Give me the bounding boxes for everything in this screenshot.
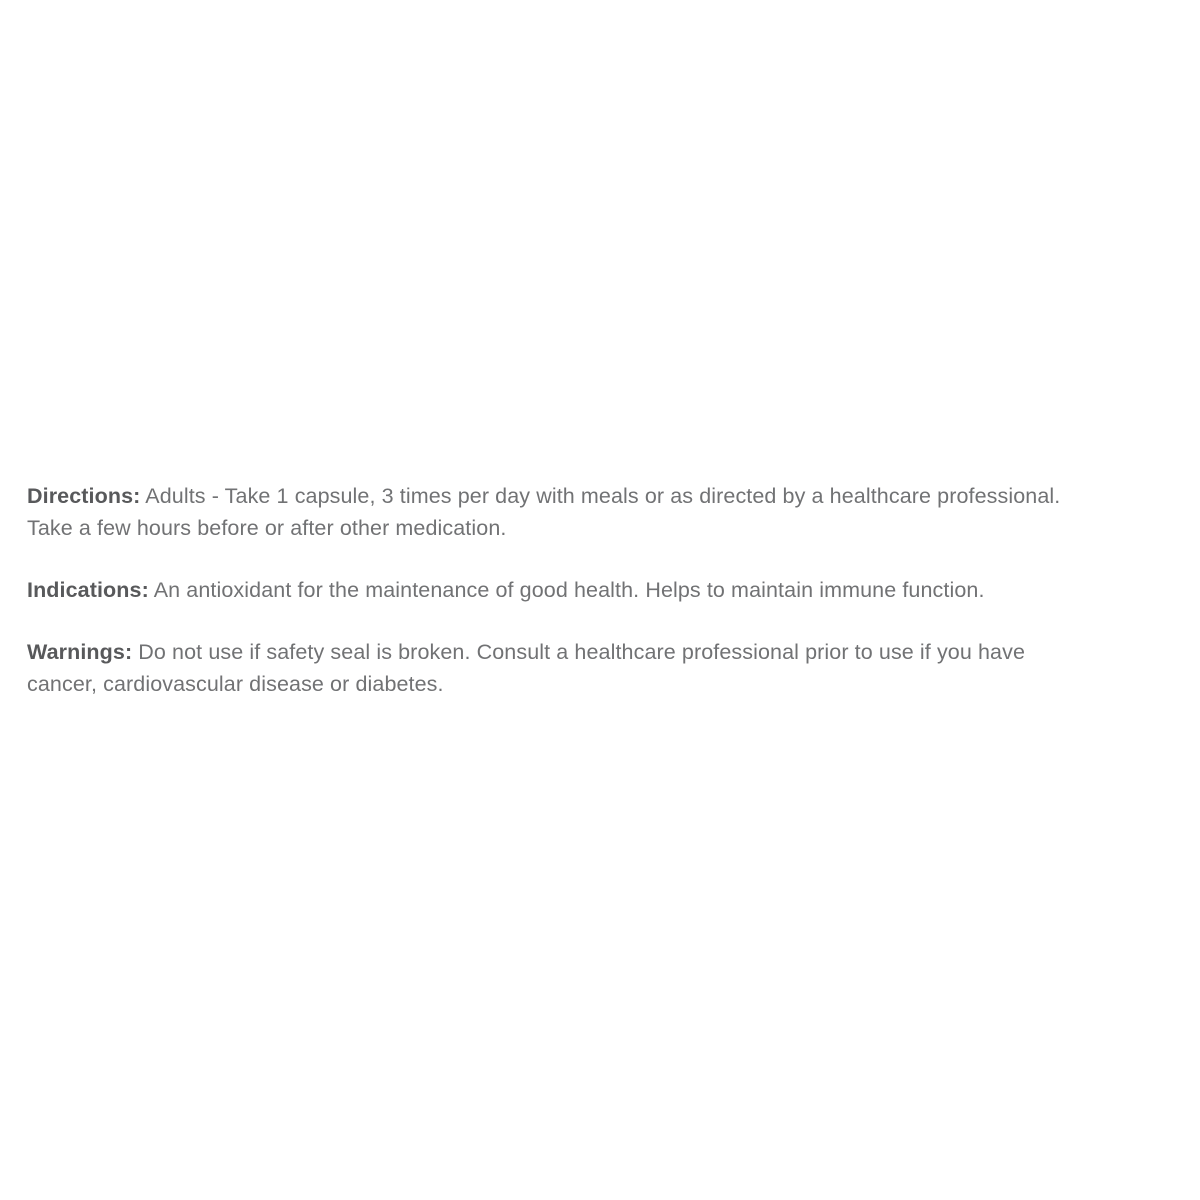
indications-label: Indications: xyxy=(27,578,149,602)
directions-label: Directions: xyxy=(27,484,141,508)
product-description-block xyxy=(27,480,1200,700)
directions-paragraph xyxy=(27,480,1200,544)
indications-paragraph xyxy=(27,574,1200,606)
warnings-text-line-2: cancer, cardiovascular disease or diabetes. xyxy=(27,672,444,696)
warnings-text-line-1: Do not use if safety seal is broken. Consult a healthcare professional prior to use if you have xyxy=(138,640,1026,664)
indications-text-line-1: An antioxidant for the maintenance of good health. Helps to maintain immune function. xyxy=(153,578,985,602)
directions-text-line-2: Take a few hours before or after other medication. xyxy=(27,516,507,540)
warnings-label: Warnings: xyxy=(27,640,133,664)
warnings-paragraph xyxy=(27,636,1200,700)
directions-text-line-1: Adults - Take 1 capsule, 3 times per day with meals or as directed by a healthcare professional. xyxy=(145,484,1061,508)
